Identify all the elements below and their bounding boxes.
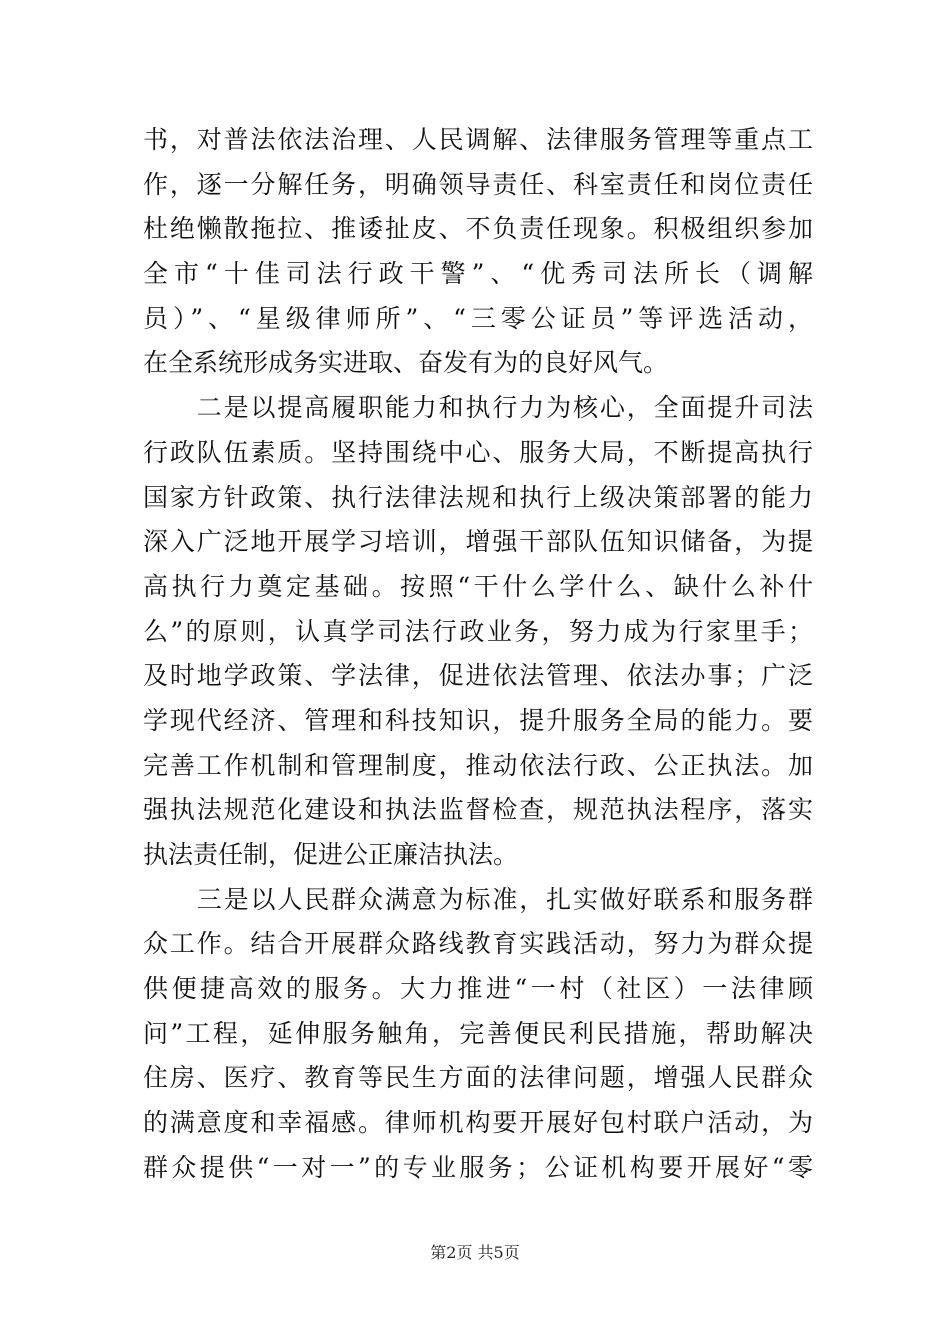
text-line: 执法责任制，促进公正廉洁执法。: [143, 840, 519, 869]
text-line: 全市“十佳司法行政干警”、“优秀司法所长（调解: [143, 259, 813, 289]
text-line: 供便捷高效的服务。大力推进“一村（社区）一法律顾: [143, 974, 813, 1004]
text-line: 么”的原则，认真学司法行政业务，努力成为行家里手；: [143, 616, 813, 646]
text-line: 的满意度和幸福感。律师机构要开展好包村联户活动，为: [143, 1108, 813, 1138]
text-line: 员）”、“星级律师所”、“三零公证员”等评选活动，: [143, 303, 813, 333]
text-line: 高执行力奠定基础。按照“干什么学什么、缺什么补什: [143, 571, 813, 601]
document-body: [143, 118, 813, 1191]
text-line: 住房、医疗、教育等民生方面的法律问题，增强人民群众: [143, 1063, 813, 1093]
text-line: 完善工作机制和管理制度，推动依法行政、公正执法。加: [143, 750, 813, 780]
text-line: 三是以人民群众满意为标准，扎实做好联系和服务群: [143, 884, 813, 914]
page-footer: 第2页 共5页: [430, 1243, 520, 1262]
text-line: 深入广泛地开展学习培训，增强干部队伍知识储备，为提: [143, 527, 813, 557]
text-line: 在全系统形成务实进取、奋发有为的良好风气。: [143, 348, 669, 378]
text-line: 书，对普法依法治理、人民调解、法律服务管理等重点工: [143, 125, 813, 154]
text-line: 行政队伍素质。坚持围绕中心、服务大局，不断提高执行: [143, 437, 813, 467]
text-line: 学现代经济、管理和科技知识，提升服务全局的能力。要: [143, 705, 813, 735]
text-line: 国家方针政策、执行法律法规和执行上级决策部署的能力: [143, 482, 813, 512]
text-line: 强执法规范化建设和执法监督检查，规范执法程序，落实: [143, 795, 813, 825]
text-line: 众工作。结合开展群众路线教育实践活动，努力为群众提: [143, 929, 813, 959]
text-line: 群众提供“一对一”的专业服务；公证机构要开展好“零: [143, 1152, 813, 1182]
text-line: 二是以提高履职能力和执行力为核心，全面提升司法: [143, 393, 813, 423]
text-line: 问”工程，延伸服务触角，完善便民利民措施，帮助解决: [143, 1018, 813, 1048]
text-line: 杜绝懒散拖拉、推诿扯皮、不负责任现象。积极组织参加: [143, 214, 813, 244]
text-line: 作，逐一分解任务，明确领导责任、科室责任和岗位责任: [143, 169, 813, 199]
text-line: 及时地学政策、学法律，促进依法管理、依法办事；广泛: [143, 661, 813, 691]
